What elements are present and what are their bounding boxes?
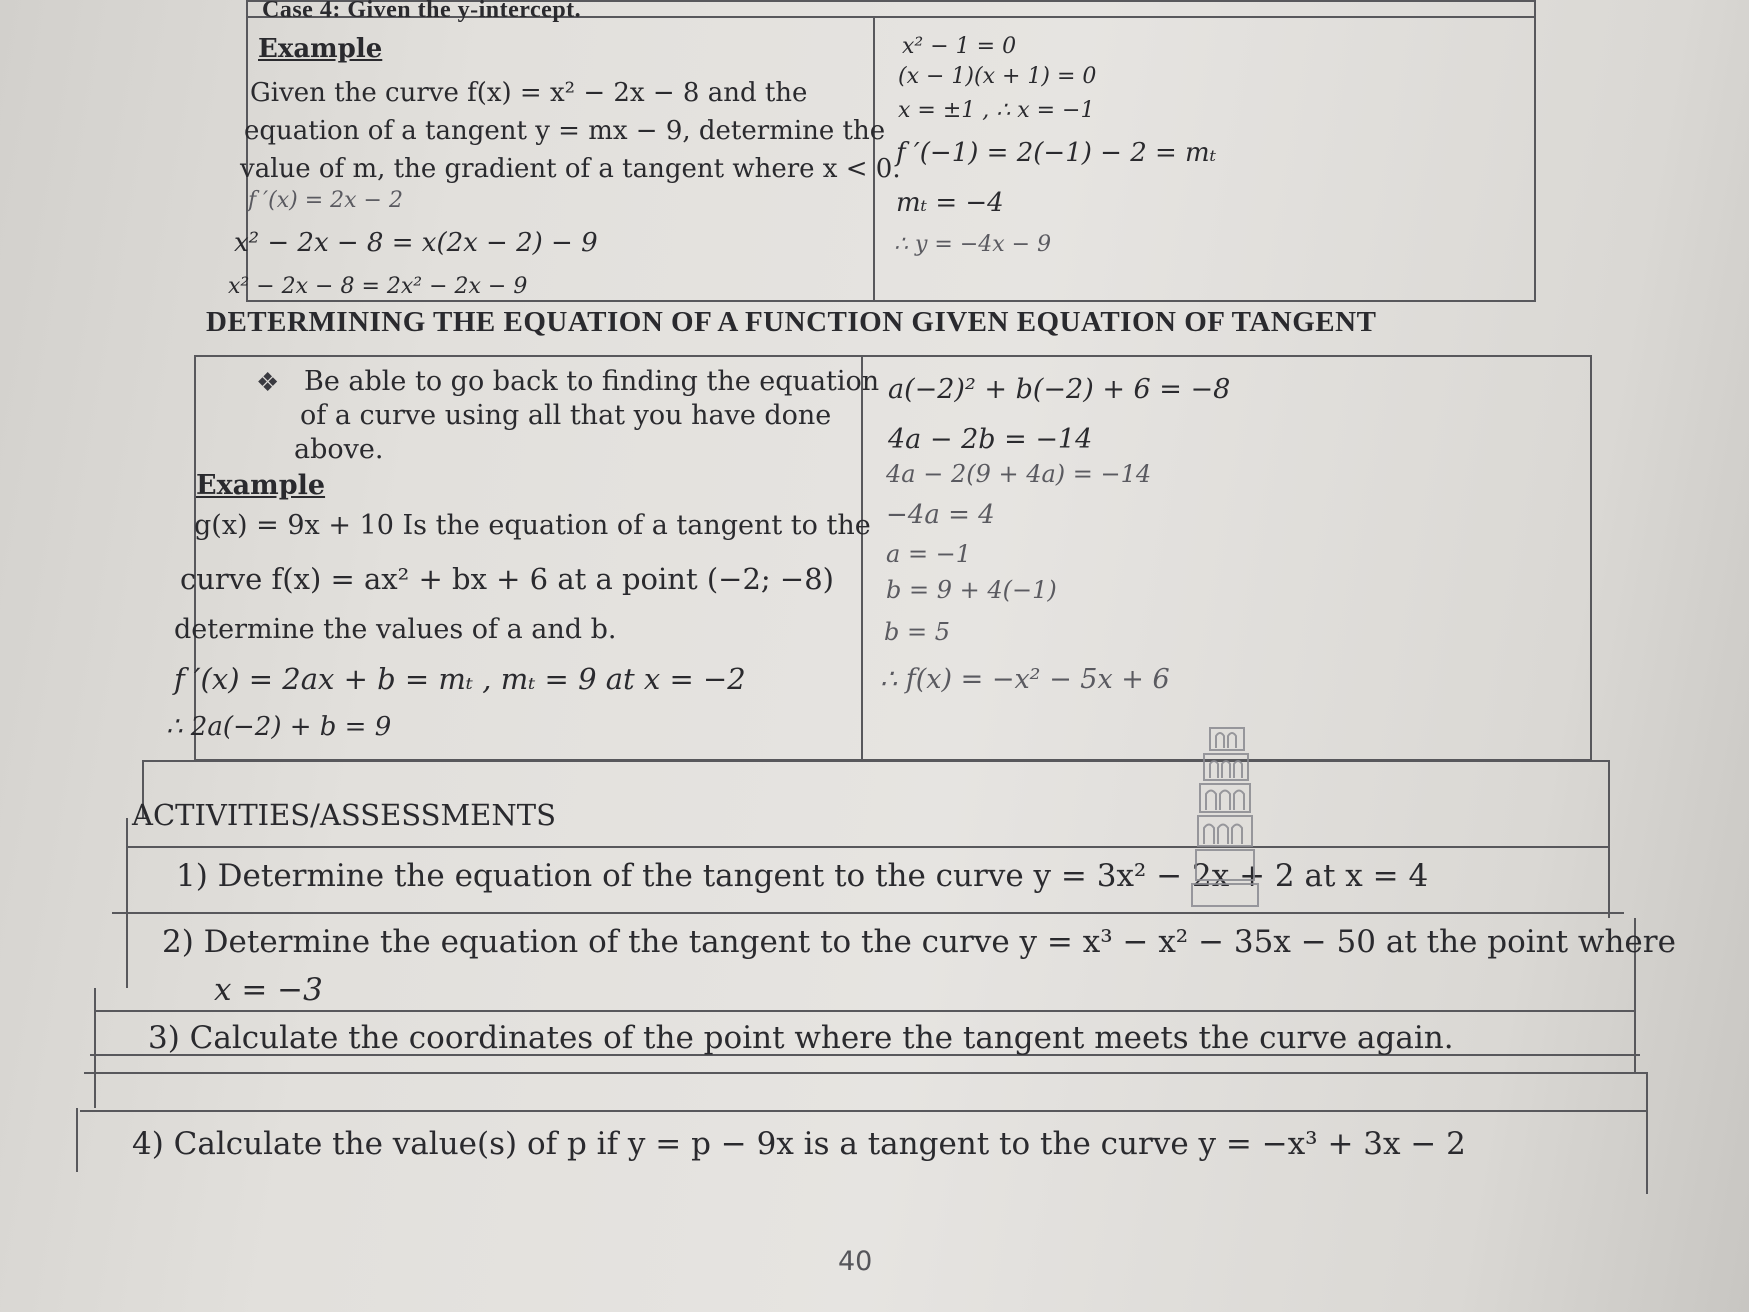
activities-rule xyxy=(112,912,1624,914)
page-number: 40 xyxy=(838,1246,873,1277)
case4-example-label: Example xyxy=(258,34,383,64)
case4-working-line: x² − 2x − 8 = 2x² − 2x − 9 xyxy=(228,274,528,299)
tower-stamp-icon xyxy=(1190,724,1262,910)
activity-question-2: 2) Determine the equation of the tangent to the curve y = x³ − x² − 35x − 50 at the point where xyxy=(162,924,1676,960)
activities-heading: ACTIVITIES/ASSESSMENTS xyxy=(132,798,556,832)
activities-left-border xyxy=(126,818,128,988)
section-heading: DETERMINING THE EQUATION OF A FUNCTION GIVEN EQUATION OF TANGENT xyxy=(206,306,1377,338)
case4-question-line: Given the curve f(x) = x² − 2x − 8 and the xyxy=(250,78,808,108)
activities-left-border xyxy=(94,988,96,1108)
case4-question-line: value of m, the gradient of a tangent where x < 0. xyxy=(240,154,901,184)
activity-question-4: 4) Calculate the value(s) of p if y = p − 9x is a tangent to the curve y = −x³ + 3x − 2 xyxy=(132,1126,1466,1162)
function-right-working-line: 4a − 2(9 + 4a) = −14 xyxy=(886,460,1152,488)
case4-right-working-line: f ′(−1) = 2(−1) − 2 = mₜ xyxy=(896,138,1217,168)
activity-question-3: 3) Calculate the coordinates of the point where the tangent meets the curve again. xyxy=(148,1020,1454,1056)
activities-rule xyxy=(126,846,1610,848)
function-right-working-line: b = 9 + 4(−1) xyxy=(886,576,1057,604)
function-working-line: ∴ 2a(−2) + b = 9 xyxy=(166,712,392,742)
case4-right-working-line: mₜ = −4 xyxy=(896,188,1004,218)
activities-rule xyxy=(80,1110,1646,1112)
problem-line: g(x) = 9x + 10 Is the equation of a tangent to the xyxy=(194,510,871,541)
activities-right-border xyxy=(1646,1072,1648,1194)
function-example-label: Example xyxy=(196,470,326,501)
case4-right-working-line: x² − 1 = 0 xyxy=(902,34,1017,59)
activities-rule xyxy=(142,760,1608,762)
activities-left-border xyxy=(76,1108,78,1172)
activity-question-1: 1) Determine the equation of the tangent to the curve y = 3x² − 2x + 2 at x = 4 xyxy=(176,858,1429,894)
case4-right-working-line: x = ±1 , ∴ x = −1 xyxy=(898,98,1095,123)
function-right-working-line: b = 5 xyxy=(884,618,950,646)
bullet-line: of a curve using all that you have done xyxy=(300,400,832,431)
bullet-line: Be able to go back to finding the equation xyxy=(304,366,880,397)
diamond-bullet-icon: ❖ xyxy=(256,368,280,398)
function-right-working-line: −4a = 4 xyxy=(886,500,995,530)
activities-right-border xyxy=(1608,760,1610,918)
function-right-working-line: ∴ f(x) = −x² − 5x + 6 xyxy=(880,664,1170,695)
case4-working-line: f ′(x) = 2x − 2 xyxy=(248,188,403,213)
problem-line: determine the values of a and b. xyxy=(174,614,617,645)
bullet-line: above. xyxy=(294,434,384,465)
function-right-working-line: a = −1 xyxy=(886,540,972,568)
case4-title: Case 4: Given the y-intercept. xyxy=(262,0,582,23)
function-column-divider xyxy=(861,355,863,761)
function-right-working-line: 4a − 2b = −14 xyxy=(888,424,1093,455)
case4-right-working-line: ∴ y = −4x − 9 xyxy=(894,232,1052,257)
case4-right-working-line: (x − 1)(x + 1) = 0 xyxy=(898,64,1097,89)
activity-question-2-continued: x = −3 xyxy=(214,972,323,1008)
function-working-line: f ′(x) = 2ax + b = mₜ , mₜ = 9 at x = −2 xyxy=(174,662,746,696)
function-right-working-line: a(−2)² + b(−2) + 6 = −8 xyxy=(888,374,1231,405)
activities-rule xyxy=(94,1010,1634,1012)
case4-question-line: equation of a tangent y = mx − 9, determine the xyxy=(244,116,886,146)
case4-working-line: x² − 2x − 8 = x(2x − 2) − 9 xyxy=(234,228,598,258)
activities-rule xyxy=(84,1072,1646,1074)
problem-line: curve f(x) = ax² + bx + 6 at a point (−2; −8) xyxy=(180,562,834,596)
